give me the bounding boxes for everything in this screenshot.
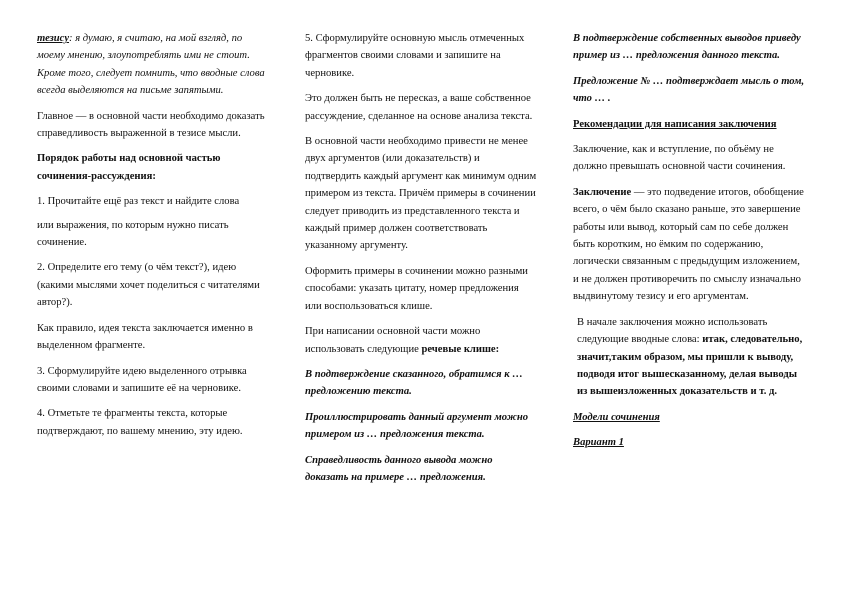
essay-models-heading: Модели сочинения xyxy=(573,411,660,423)
conclusion-intro-words xyxy=(573,314,805,401)
step-3: 3. Сформулируйте идею выделенного отрывка своими словами и запишите её на черновике. xyxy=(37,365,247,394)
conclusion-intro-list: итак, следовательно, значит,таким образом, мы пришли к выводу, подводя итог вышесказанному, делая выводы из вышеизложенных доказательств и т. д. xyxy=(577,334,803,398)
cliche-5: Предложение № … подтверждает мысль о том, что … . xyxy=(573,75,805,105)
conclusion-recommendations-heading: Рекомендации для написания заключения xyxy=(573,118,777,130)
step-2: 2. Определите его тему (о чём текст?), идею (какими мыслями хочет поделиться с читателями автор?). xyxy=(37,262,260,309)
cliche-4: В подтверждение собственных выводов приведу пример из … предложения данного текста. xyxy=(573,33,801,62)
step-1-part-b: или выражения, по которым нужно писать сочинение. xyxy=(37,219,229,249)
thesis-term: тезису xyxy=(37,33,70,44)
intro-words-text: : я думаю, я считаю, на мой взгляд, по моему мнению, злоупотреблять ими не стоит. Кроме того, следует помнить, что вводные слова всегда выделяются на письме запятыми. xyxy=(37,33,265,97)
work-order-heading: Порядок работы над основной частью сочинения-рассуждения: xyxy=(37,153,221,182)
own-reasoning-note: Это должен быть не пересказ, а ваше собственное рассуждение, сделанное на основе анализа текста. xyxy=(305,93,533,122)
variant-1-heading: Вариант 1 xyxy=(573,437,624,449)
cliche-2: Проиллюстрировать данный аргумент можно примером из … предложения текста. xyxy=(305,411,529,441)
conclusion-definition-text: — это подведение итогов, обобщение всего, о чём было сказано раньше, это завершение работы или вывод, который сам по себе должен быть коротким, но ёмким по содержанию, логически связанным с предыдущим изложением, и не должен противоречить по смыслу изначально выдвинутому тезису и его аргументам. xyxy=(573,186,804,303)
conclusion-length-note: Заключение, как и вступление, по объёму не должно превышать основной части сочинения. xyxy=(573,144,786,173)
speech-cliches-intro xyxy=(305,323,537,358)
column-right xyxy=(573,30,805,460)
idea-note: Как правило, идея текста заключается именно в выделенном фрагменте. xyxy=(37,322,253,352)
main-part-definition: Главное — в основной части необходимо доказать справедливость выраженной в тезисе мысли. xyxy=(37,110,265,140)
step-4: 4. Отметьте те фрагменты текста, которые подтверждают, по вашему мнению, эту идею. xyxy=(37,408,243,437)
step-5: 5. Сформулируйте основную мысль отмеченных фрагментов своими словами и запишите на черновике. xyxy=(305,33,525,79)
column-left xyxy=(37,30,269,448)
conclusion-definition xyxy=(573,184,805,306)
conclusion-term: Заключение xyxy=(573,186,632,198)
speech-cliches-term: речевые клише: xyxy=(421,343,500,355)
conclusion-intro-lead: В начале заключения можно использовать следующие вводные слова: xyxy=(577,316,768,346)
cliche-1: В подтверждение сказанного, обратимся к … предложению текста. xyxy=(305,368,523,398)
cliche-3: Справедливость данного вывода можно доказать на примере … предложения. xyxy=(305,454,493,483)
column-middle xyxy=(305,30,537,494)
step-1-part-a: 1. Прочитайте ещё раз текст и найдите слова xyxy=(37,196,240,208)
examples-format-paragraph: Оформить примеры в сочинении можно разными способами: указать цитату, номер предложения или воспользоваться клише. xyxy=(305,265,528,312)
thesis-intro-words-paragraph xyxy=(37,30,269,100)
speech-cliches-lead: При написании основной части можно использовать следующие xyxy=(305,326,481,355)
arguments-paragraph: В основной части необходимо привести не менее двух аргументов (или доказательств) и подтвердить каждый аргумент как минимум одним примером из текста. Причём примеры в сочинении следует приводить из представленного текста и каждый пример должен соответствовать указанному аргументу. xyxy=(305,136,537,252)
